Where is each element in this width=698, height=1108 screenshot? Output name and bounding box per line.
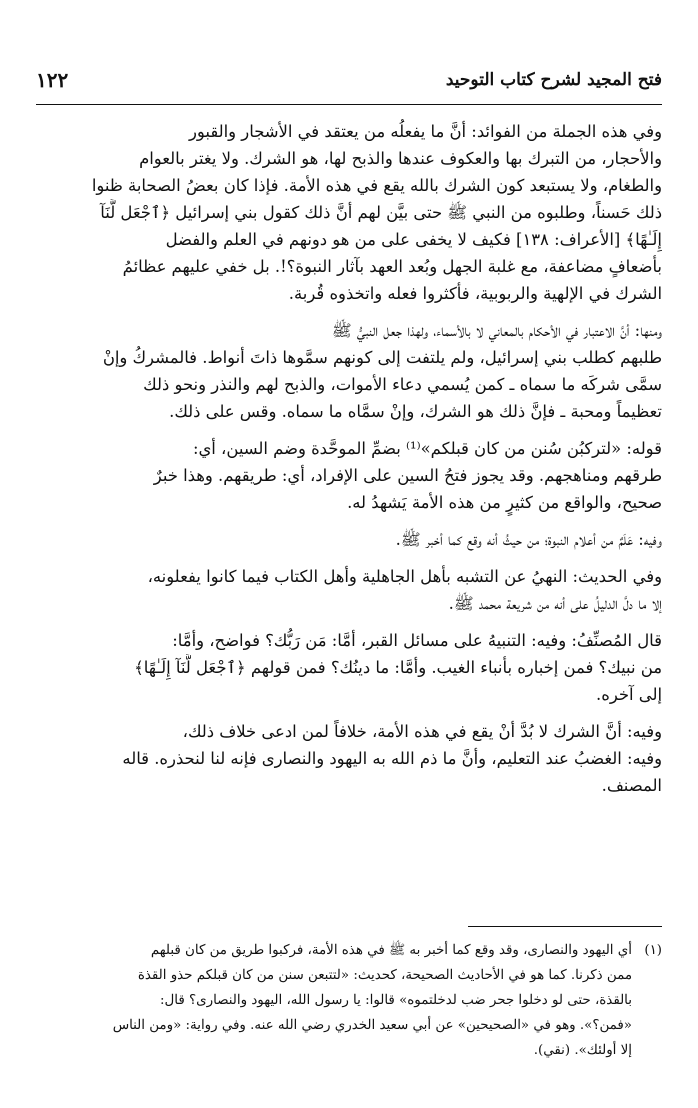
text-line: والأحجار، من التبرك بها والعكوف عندها والذبح لها، هو الشرك. ولا يغتر بالعوام bbox=[139, 149, 662, 168]
text-line: صحيح، والواقع من كثيرٍ من هذه الأمة يَشهدُ له. bbox=[347, 493, 662, 512]
main-text bbox=[36, 118, 662, 809]
paragraph bbox=[36, 627, 662, 708]
text-line: طرقهم ومناهجهم. وقد يجوز فتحُ السين على الإفراد، أي: طريقهم. وهذا خبرٌ bbox=[153, 466, 662, 485]
footnote-marker: (١) bbox=[644, 943, 662, 958]
text-line: ذلك حَسناً، وطلبوه من النبي ﷺ حتى بيَّن لهم أنَّ ذلك كقول بني إسرائيل ﴿ٱجْعَل لَّنَآ bbox=[100, 203, 662, 222]
footnote-line: ممن ذكرنا. كما هو في الأحاديث الصحيحة، كحديث: «لتتبعن سنن من كان قبلكم حذو القذة bbox=[137, 968, 632, 983]
footnote-line: بالقذة، حتى لو دخلوا جحر ضب لدخلتموه» قالوا: يا رسول الله، اليهود والنصارى؟ قال: bbox=[160, 993, 632, 1008]
page-number: ١٢٢ bbox=[36, 68, 69, 92]
footnote-line: «فمن؟». وهو في «الصحيحين» عن أبي سعيد الخدري رضي الله عنه. وفي رواية: «ومن الناس bbox=[112, 1018, 632, 1033]
text-line: وفيه: الغضبُ عند التعليم، وأنَّ ما ذم الله به اليهود والنصارى فإنه لنا لنحذره. قاله bbox=[122, 749, 662, 768]
footnote bbox=[36, 938, 662, 1063]
text-line: إلى آخره. bbox=[596, 685, 662, 704]
text-line: قوله: «لتركبُن سُنن من كان قبلكم»⁽¹⁾ بضمِّ الموحَّدة وضم السين، أي: bbox=[192, 439, 662, 458]
text-line: الشرك في الإلهية والربوبية، فأكثروا فعله واتخذوه قُربة. bbox=[288, 284, 662, 303]
text-line: والطغام، ولا يستبعد كون الشرك بالله يقع في هذه الأمة. فإذا كان بعضُ الصحابة ظنوا bbox=[91, 176, 662, 195]
text-line: وفي الحديث: النهيُ عن التشبه بأهل الجاهلية وأهل الكتاب فيما كانوا يفعلونه، bbox=[147, 567, 662, 586]
text-line: إِلَـٰهًا﴾ [الأعراف: ١٣٨] فكيف لا يخفى على من هو دونهم في العلم والفضل bbox=[165, 230, 662, 249]
paragraph bbox=[36, 317, 662, 425]
text-line: من نبيك؟ فمن إخباره بأنباء الغيب. وأمَّا: ما دينُك؟ فمن قولهم ﴿ٱجْعَل لَّنَآ إِلَـٰهًا﴾ bbox=[134, 658, 662, 677]
header-divider bbox=[36, 104, 662, 105]
footnote-text bbox=[36, 938, 632, 1063]
paragraph bbox=[36, 118, 662, 307]
text-line: تعظيماً ومحبة ـ فإنَّ ذلك هو الشرك، وإنْ سمَّاه ما سماه. وقس على ذلك. bbox=[169, 402, 662, 421]
text-line: ومنها: أنَّ الاعتبار في الأحكام بالمعاني لا بالأسماء، ولهذا جعل النبيُّ ﷺ bbox=[331, 321, 662, 340]
paragraph bbox=[36, 563, 662, 617]
text-line: طلبهم كطلب بني إسرائيل، ولم يلتفت إلى كونهم سمَّوها ذاتَ أنواط. فالمشركُ وإنْ bbox=[102, 348, 662, 367]
text-line: وفي هذه الجملة من الفوائد: أنَّ ما يفعلُه من يعتقد في الأشجار والقبور bbox=[189, 122, 662, 141]
text-line: المصنف. bbox=[601, 776, 662, 795]
footnote-divider bbox=[468, 926, 662, 927]
text-line: قال المُصنِّفُ: وفيه: التنبيهُ على مسائل القبر، أمَّا: مَن رَبُّك؟ فواضح، وأمَّا: bbox=[172, 631, 662, 650]
text-line: وفيه: أنَّ الشرك لا بُدَّ أنْ يقع في هذه الأمة، خلافاً لمن ادعى خلاف ذلك، bbox=[182, 722, 662, 741]
text-line: وفيه: عَلَمٌ من أعلام النبوة؛ من حيثُ أنه وقع كما أخبر ﷺ. bbox=[395, 530, 662, 549]
text-line: سمَّى شركَه ما سماه ـ كمن يُسمي دعاء الأموات، والذبح لهم والنذر ونحو ذلك bbox=[143, 375, 662, 394]
footnote-line: أي اليهود والنصارى، وقد وقع كما أخبر به ﷺ في هذه الأمة، فركبوا طريق من كان قبلهم bbox=[150, 943, 632, 958]
paragraph bbox=[36, 718, 662, 799]
text-line: إلا ما دلَّ الدليلُ على أنه من شريعة محمد ﷺ. bbox=[448, 594, 662, 613]
book-title: فتح المجيد لشرح كتاب التوحيد bbox=[445, 70, 662, 90]
paragraph bbox=[36, 526, 662, 553]
footnote-line: إلا أولئك». (نقي). bbox=[533, 1043, 632, 1058]
text-line: بأضعافٍ مضاعفة، مع غلبة الجهل وبُعد العهد بآثار النبوة؟!. بل خفي عليهم عظائمُ bbox=[122, 257, 662, 276]
running-header bbox=[36, 70, 662, 100]
paragraph bbox=[36, 435, 662, 516]
